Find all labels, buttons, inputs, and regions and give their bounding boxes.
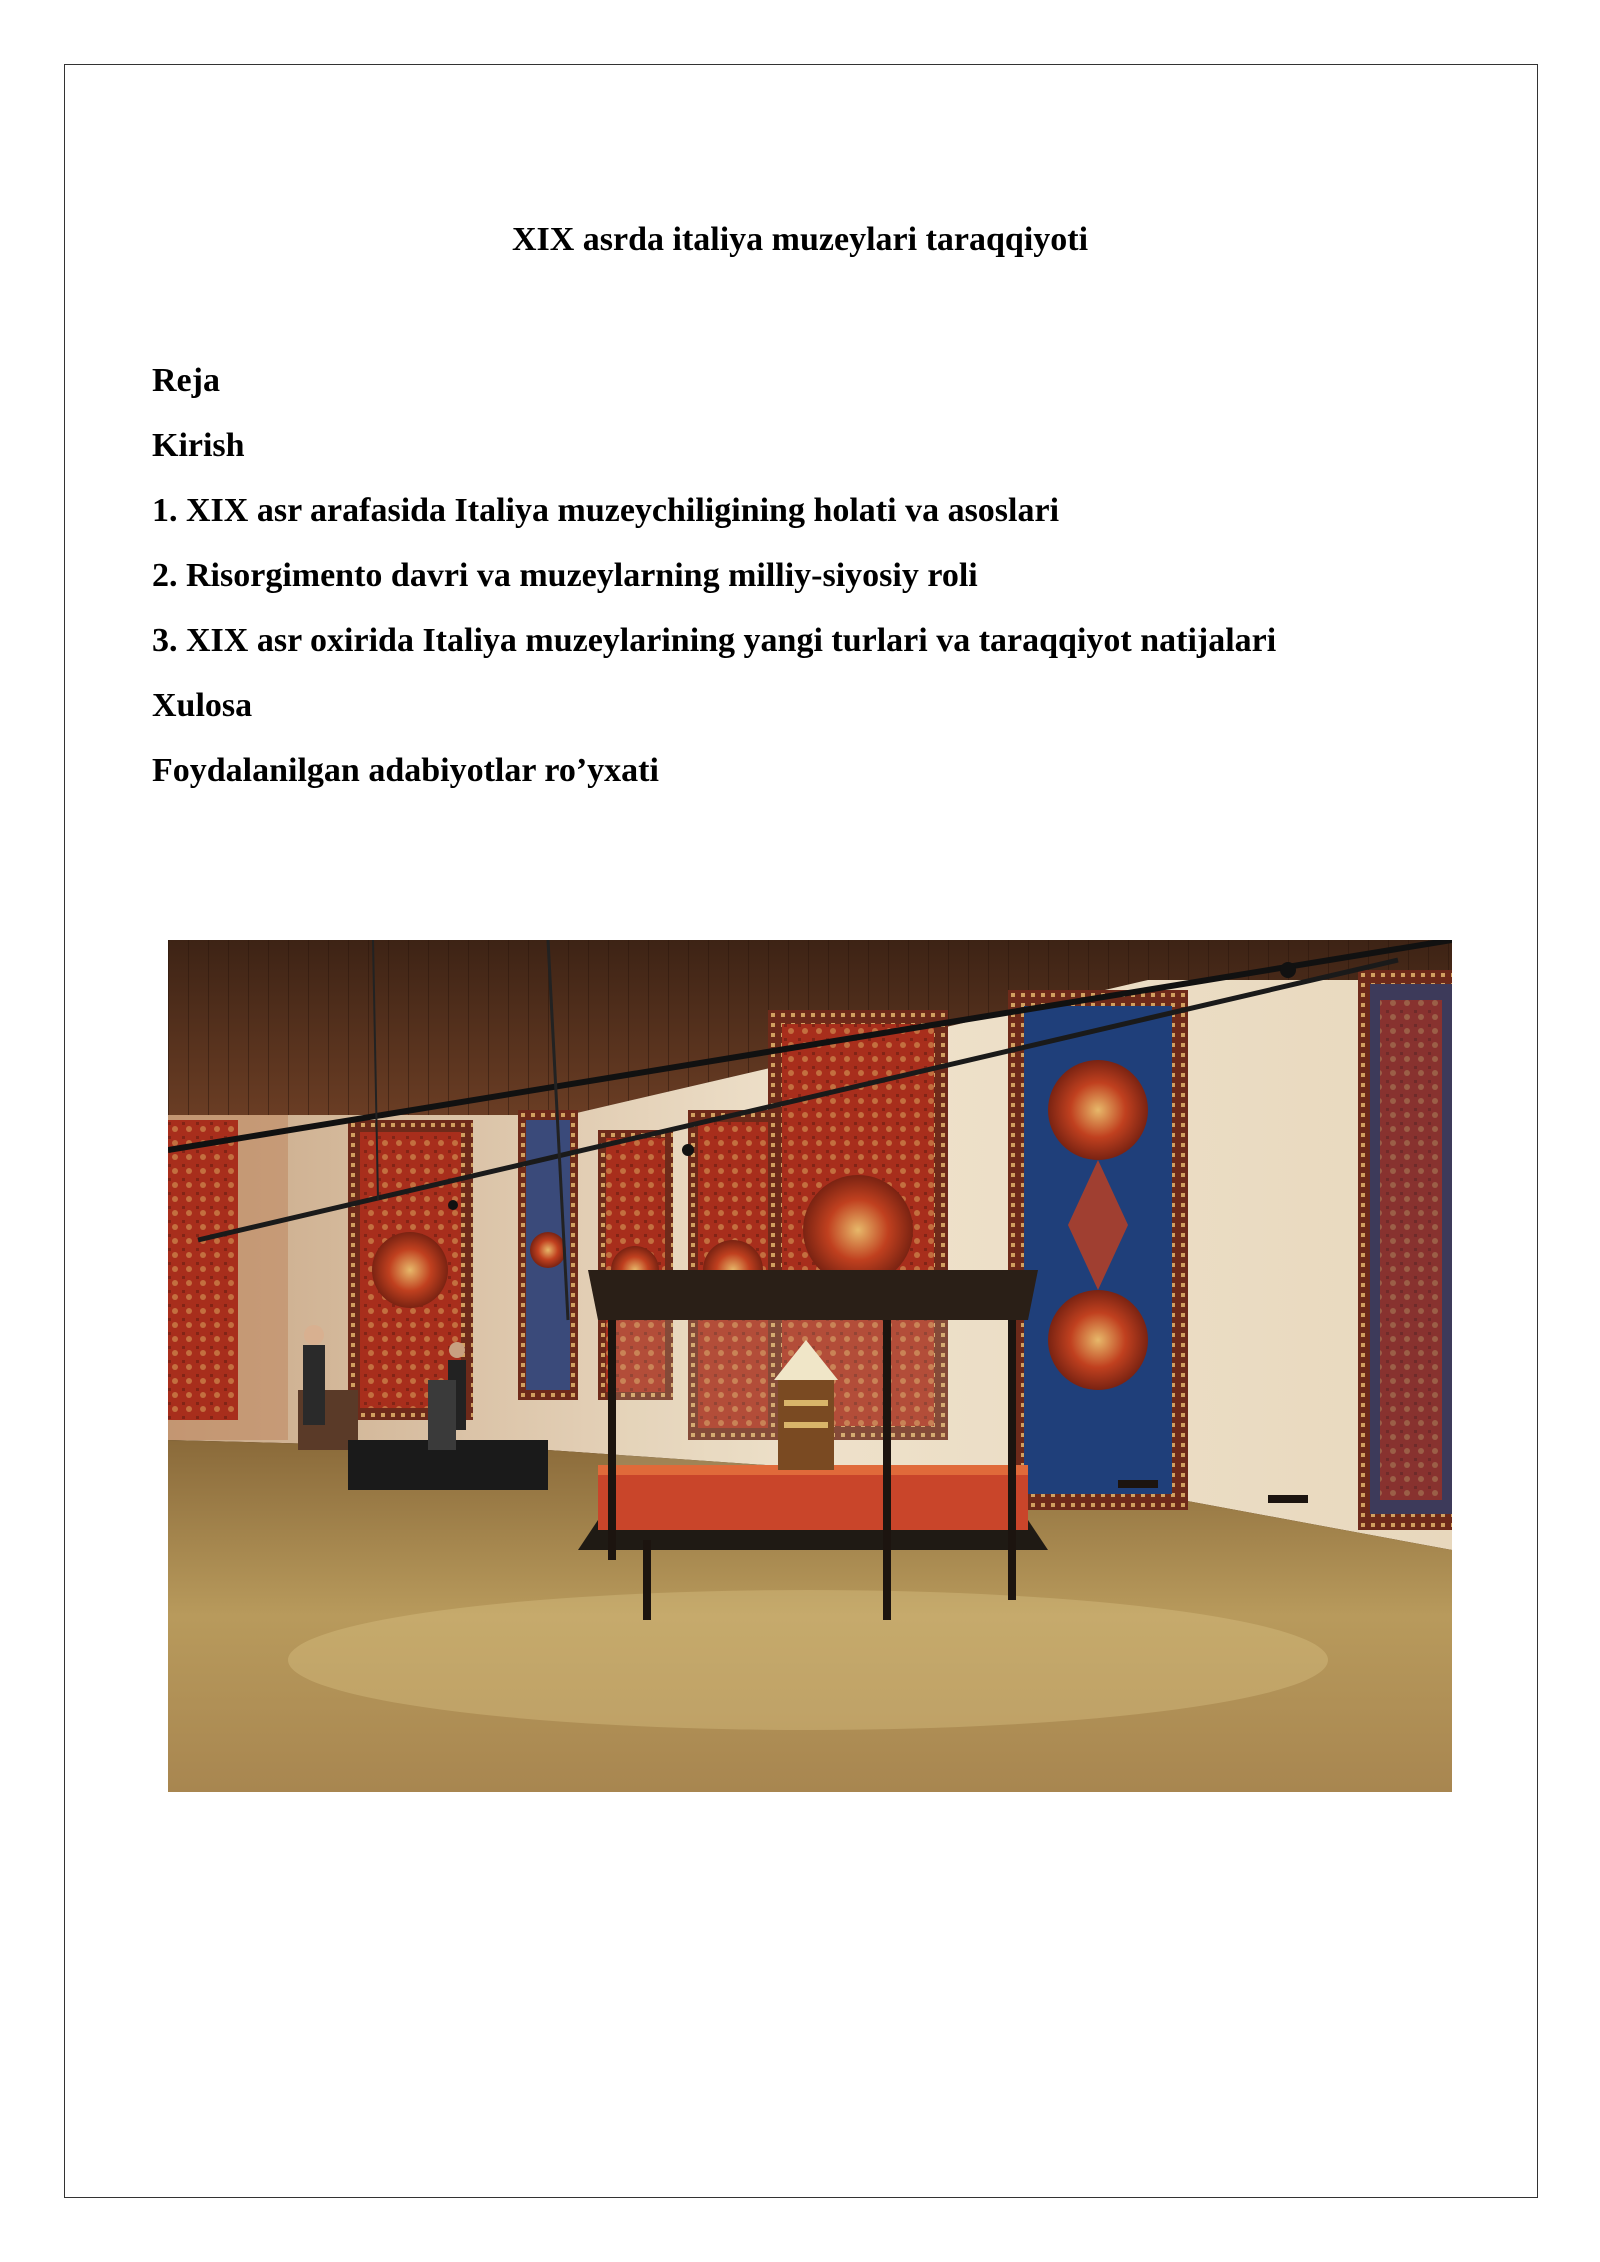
plan-item-introduction: Kirish	[152, 427, 245, 464]
plan-item-conclusion: Xulosa	[152, 687, 253, 724]
plan-item-chapter-1: 1. XIX asr arafasida Italiya muzeychiligining holati va asoslari	[152, 492, 1060, 529]
plan-item-chapter-2: 2. Risorgimento davri va muzeylarning milliy-siyosiy roli	[152, 557, 978, 594]
plan-heading: Reja	[152, 362, 220, 399]
table-of-contents	[152, 348, 1276, 803]
document-title: XIX asrda italiya muzeylari taraqqiyoti	[511, 221, 1089, 258]
museum-hall-photo	[168, 940, 1452, 1792]
plan-item-references: Foydalanilgan adabiyotlar ro’yxati	[152, 752, 659, 789]
plan-item-chapter-3: 3. XIX asr oxirida Italiya muzeylarining yangi turlari va taraqqiyot natijalari	[152, 622, 1277, 659]
